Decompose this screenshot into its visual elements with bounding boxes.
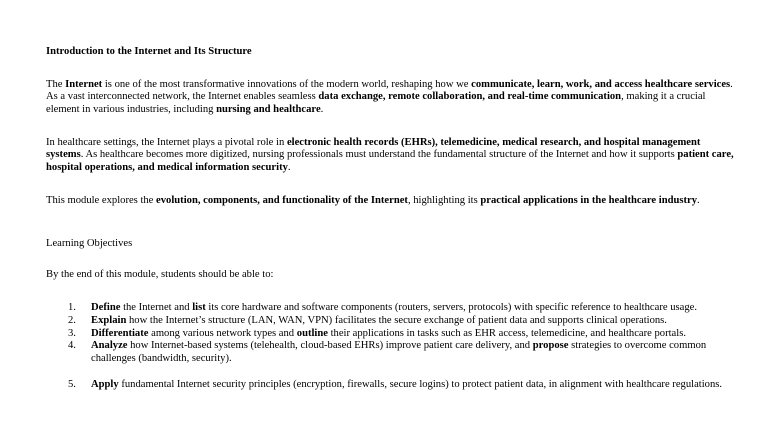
bold-text-run: outline: [296, 327, 328, 339]
objective-number: 5.: [68, 379, 76, 391]
objective-item: [46, 328, 736, 340]
text-run: This module explores the: [46, 195, 157, 206]
objective-text: [91, 315, 667, 326]
bold-text-run: list: [192, 302, 206, 313]
bold-text-run: Define: [91, 302, 121, 313]
learning-objectives-heading: Learning Objectives: [46, 238, 133, 249]
bold-text-run: Explain: [91, 315, 127, 327]
text-run: the Internet and: [120, 302, 193, 313]
module-paragraph: [46, 195, 736, 207]
text-run: is one of the most transformative innovations of the modern world, reshaping how we: [102, 79, 472, 90]
text-run: . As healthcare becomes more digitized, nursing professionals must understand the fundamental structure of the Internet and how it supports: [80, 149, 678, 161]
text-run: how Internet-based systems (telehealth, cloud-based EHRs) improve patient care delivery, and: [127, 340, 533, 352]
text-run: .: [287, 161, 291, 173]
text-run: . As a vast interconnected network, the Internet enables seamless: [46, 79, 733, 103]
text-run: In healthcare settings, the Internet plays a pivotal role in: [46, 137, 287, 148]
objective-item: [46, 340, 736, 365]
text-run: .: [697, 195, 700, 206]
text-run: among various network types and: [148, 327, 297, 339]
text-run: their applications in tasks such as EHR access, telemedicine, and healthcare portals.: [327, 327, 686, 339]
objective-text: [91, 302, 697, 313]
text-run: The: [46, 79, 66, 90]
objective-item: [46, 379, 736, 391]
objective-text: [91, 328, 686, 339]
learning-objectives-intro: By the end of this module, students should be able to:: [46, 269, 274, 280]
objective-text: [91, 340, 706, 363]
bold-text-run: data exchange, remote collaboration, and real-time communication: [318, 91, 622, 103]
text-run: , making it a crucial element in various industries, including: [46, 91, 706, 115]
bold-text-run: communicate, learn, work, and access healthcare services: [471, 79, 731, 90]
text-run: , highlighting its: [407, 195, 481, 206]
objective-item: [46, 302, 736, 314]
intro-paragraph: [46, 79, 736, 116]
text-run: its core hardware and software components (routers, servers, protocols) with specific reference to healthcare usage.: [205, 302, 697, 313]
objective-text: [91, 379, 722, 390]
bold-text-run: Apply: [91, 379, 119, 391]
bold-text-run: Internet: [65, 79, 103, 90]
text-run: strategies to overcome common challenges (bandwidth, security).: [91, 340, 707, 364]
healthcare-paragraph: [46, 137, 736, 174]
bold-text-run: evolution, components, and functionality of the Internet: [156, 195, 408, 206]
objective-number: 1.: [68, 302, 76, 313]
objective-number: 4.: [68, 340, 76, 352]
bold-text-run: patient care, hospital operations, and medical information security: [46, 149, 734, 173]
objective-number: 2.: [68, 315, 76, 327]
text-run: how the Internet’s structure (LAN, WAN, VPN) facilitates the secure exchange of patient data and supports clinical operations.: [126, 315, 667, 327]
text-run: .: [320, 103, 324, 115]
document-title: Introduction to the Internet and Its Structure: [46, 46, 252, 57]
objective-item: [46, 315, 736, 327]
text-run: fundamental Internet security principles (encryption, firewalls, secure logins) to protect patient data, in alignment with healthcare regulations.: [118, 379, 723, 391]
bold-text-run: electronic health records (EHRs), telemedicine, medical research, and hospital management systems: [46, 137, 701, 161]
bold-text-run: Analyze: [91, 340, 128, 352]
bold-text-run: propose: [532, 340, 569, 352]
bold-text-run: practical applications in the healthcare industry: [480, 195, 698, 206]
objective-number: 3.: [68, 327, 76, 339]
bold-text-run: Differentiate: [91, 327, 149, 339]
bold-text-run: nursing and healthcare: [216, 103, 321, 115]
objectives-list: [46, 302, 736, 391]
